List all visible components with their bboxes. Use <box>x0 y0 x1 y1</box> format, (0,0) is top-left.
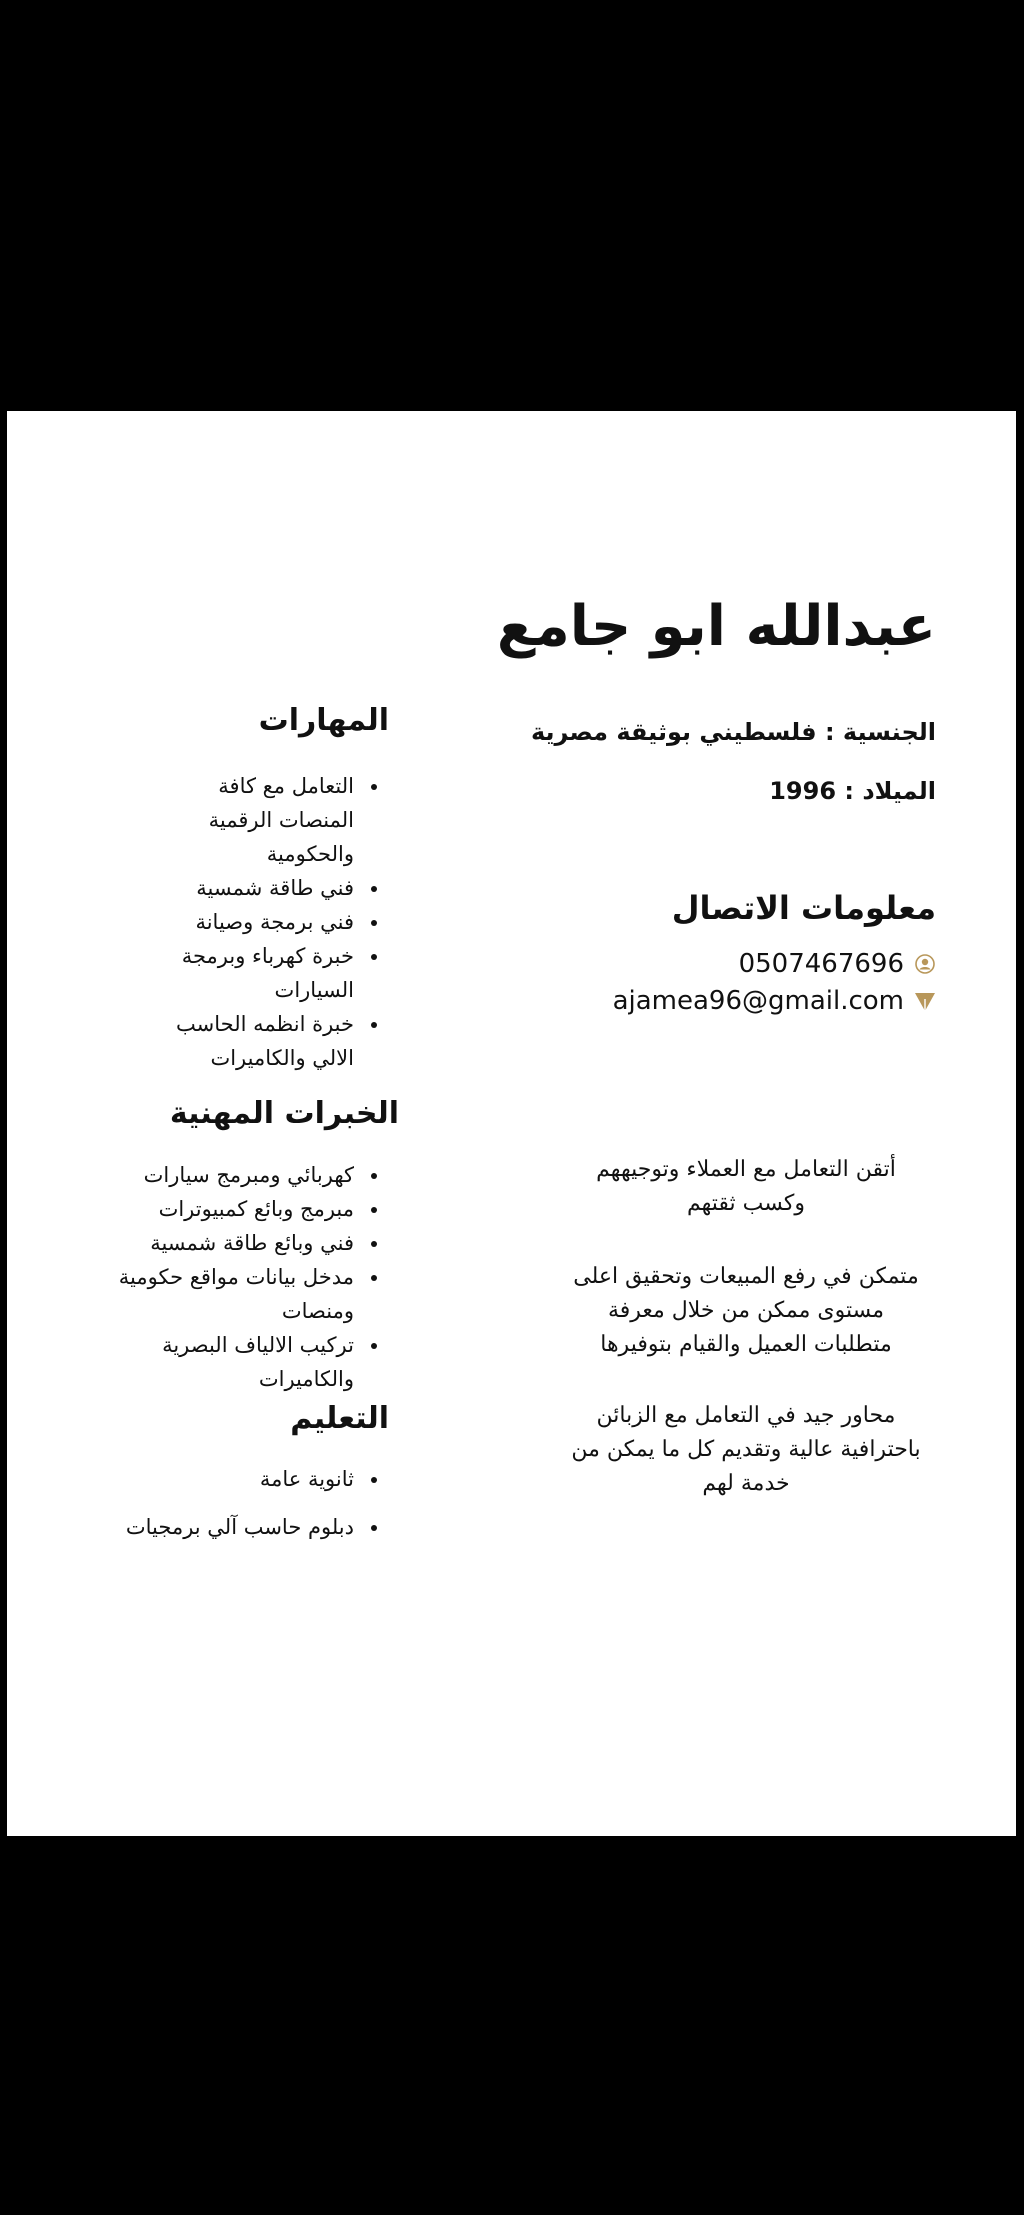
send-arrow-icon <box>914 990 936 1012</box>
summary-paragraph: محاور جيد في التعامل مع الزبائن باحترافية عالية وتقديم كل ما يمكن من خدمة لهم <box>571 1403 921 1496</box>
birth-line: الميلاد : 1996 <box>769 777 936 805</box>
phone-number: 0507467696 <box>738 949 904 979</box>
candidate-name: عبدالله ابو جامع <box>496 594 936 659</box>
summary-paragraph: متمكن في رفع المبيعات وتحقيق اعلى مستوى ممكن من خلال معرفة متطلبات العميل والقيام بتوفيرها <box>573 1264 919 1357</box>
summary-paragraph: أتقن التعامل مع العملاء وتوجيههم وكسب ثقتهم <box>596 1157 896 1216</box>
skills-list <box>148 769 392 1075</box>
skill-item: • فني طاقة شمسية <box>148 871 358 905</box>
education-item: • دبلوم حاسب آلي برمجيات <box>78 1510 358 1544</box>
email-address[interactable]: ajamea96@gmail.com <box>612 986 904 1016</box>
experience-item: • كهربائي ومبرمج سيارات <box>108 1158 358 1192</box>
education-heading: التعليم <box>290 1401 389 1436</box>
skills-heading: المهارات <box>258 703 389 738</box>
experience-list <box>108 1158 392 1396</box>
contact-heading: معلومات الاتصال <box>671 889 936 927</box>
experience-heading: الخبرات المهنية <box>169 1096 399 1131</box>
experience-item: • تركيب الالياف البصرية والكاميرات <box>108 1328 358 1396</box>
resume-page <box>7 411 1016 1836</box>
skill-item: • فني برمجة وصيانة <box>148 905 358 939</box>
skill-item: • خبرة كهرباء وبرمجة السيارات <box>148 939 358 1007</box>
user-circle-icon <box>914 953 936 975</box>
email-row <box>613 986 936 1016</box>
experience-item: • مبرمج وبائع كمبيوترات <box>108 1192 358 1226</box>
experience-item: • فني وبائع طاقة شمسية <box>108 1226 358 1260</box>
education-item: • ثانوية عامة <box>78 1462 358 1496</box>
phone-row <box>739 949 936 979</box>
skill-item: • التعامل مع كافة المنصات الرقمية والحكومية <box>148 769 358 871</box>
experience-item: • مدخل بيانات مواقع حكومية ومنصات <box>108 1260 358 1328</box>
education-list <box>78 1462 392 1558</box>
nationality-line: الجنسية : فلسطيني بوثيقة مصرية <box>530 718 936 746</box>
skill-item: • خبرة انظمه الحاسب الالي والكاميرات <box>148 1007 358 1075</box>
